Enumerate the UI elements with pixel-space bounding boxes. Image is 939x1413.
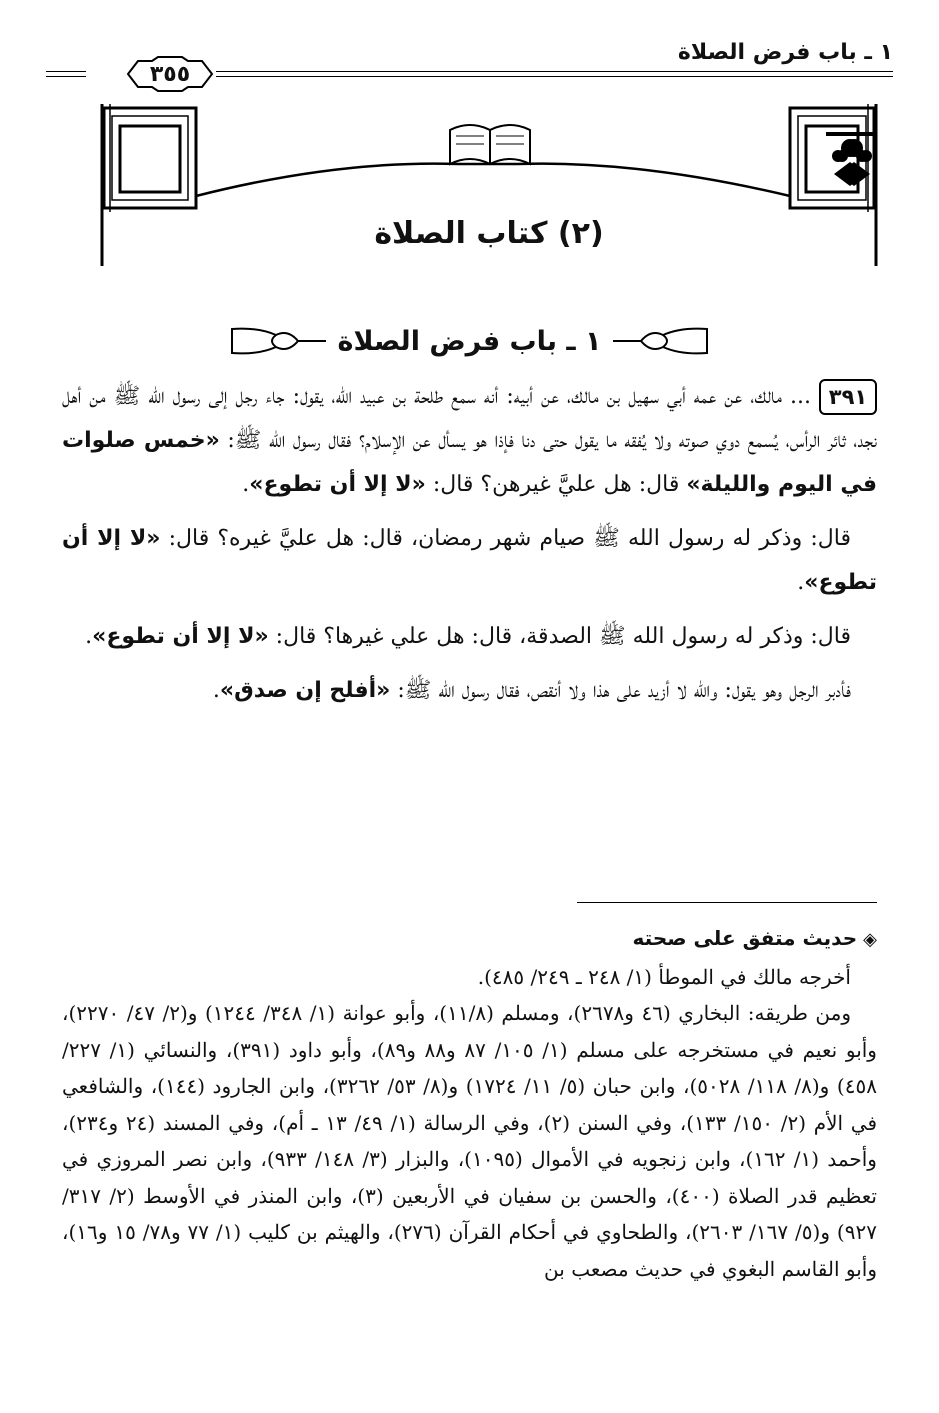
running-head: ١ ـ باب فرض الصلاة (677, 40, 893, 65)
text-run: . (797, 570, 805, 595)
prophetic-quote: «لا إلا أن تطوع» (92, 624, 269, 649)
floral-ornament-icon (828, 126, 880, 192)
book-banner (98, 104, 880, 270)
text-run: . (242, 472, 250, 497)
note-paragraph: ومن طريقه: البخاري (٤٦ و٢٦٧٨)، ومسلم (١١/٨)، وأبو عوانة (١/ ٣٤٨/ ١٢٤٤) و(٢/ ٤٧/ ٢٢٧٠)، وأبو نعيم في مستخرجه على مسلم (١/ ١٠٥/ ٨٧ و٨٨ و٨٩)، وأبو داود (٣٩١)، والنسائي (١/ ٢٢٧/ ٤٥٨) و(٨/ ١١٨/ ٥٠٢٨)، وابن حبان (٥/ ١١/ ١٧٢٤) و(٨/ ٥٣/ ٣٢٦٢)، وابن الجارود (١٤٤)، والشافعي في الأم (٢/ ١٥٠/ ١٣٣)، وفي السنن (٢)، وفي الرسالة (١/ ٤٩/ ١٣ ـ أم)، وفي المسند (٢٤ و٢٣٤)، وأحمد (١/ ١٦٢)، وابن زنجويه في الأموال (١٠٩٥)، والبزار (٣/ ١٤٨/ ٩٣٣)، وابن نصر المروزي في تعظيم قدر الصلاة (٤٠٠)، والحسن بن سفيان في الأربعين (٣)، وابن المنذر في الأوسط (٢/ ٣١٧/ ٩٢٧) و(٥/ ١٦٧/ ٢٦٠٣)، والطحاوي في أحكام القرآن (٢٧٦)، والهيثم بن كليب (١/ ٧٧ و٧٨/ ١٥ و١٦)، وأبو القاسم البغوي في حديث مصعب بن (62, 1001, 878, 1281)
hadith-paragraph (62, 669, 877, 713)
text-run: . (85, 624, 93, 649)
text-run: قال: هل عليَّ غيرهن؟ قال: (425, 472, 687, 497)
bullet-icon: ◈ (863, 929, 877, 950)
takhrij-notes (62, 920, 877, 1287)
hadith-body (62, 375, 877, 713)
hadith-number: ٣٩١ (819, 379, 877, 415)
book-title: (٢) كتاب الصلاة (374, 216, 604, 251)
scroll-ornament-icon (228, 323, 328, 359)
hadith-paragraph (62, 375, 877, 507)
chapter-title: ١ ـ باب فرض الصلاة (337, 325, 602, 357)
text-run: ... مالك، عن عمه أبي سهيل بن مالك، عن أبيه: أنه سمع طلحة بن عبيد الله، يقول: جاء رجل إلى رسول الله ﷺ من أهل نجد، ثائر الرأس، يُسمع دوي صوته ولا يُفقه ما يقول حتى دنا فإذا هو يسأل عن الإسلام؟ فقال رسول الله ﷺ: (62, 384, 877, 453)
text-run: قال: وذكر له رسول الله ﷺ الصدقة، قال: هل علي غيرها؟ قال: (268, 624, 851, 649)
page-number-badge (122, 55, 218, 93)
text-run: فأدبر الرجل وهو يقول: والله لا أزيد على هذا ولا أنقص، فقال رسول الله ﷺ: (390, 678, 851, 703)
text-run: . (212, 678, 220, 703)
page-number: ٣٥٥ (149, 61, 191, 87)
scroll-ornament-icon (611, 323, 711, 359)
grade-line (62, 920, 877, 959)
prophetic-quote: «لا إلا أن تطوع» (62, 526, 877, 595)
prophetic-quote: «خمس صلوات في اليوم والليلة» (62, 428, 877, 497)
hadith-paragraph (62, 517, 877, 605)
open-book-icon (450, 125, 530, 164)
footnote-divider (577, 902, 877, 903)
text-run: قال: وذكر له رسول الله ﷺ صيام شهر رمضان، قال: هل عليَّ غيره؟ قال: (160, 526, 851, 551)
prophetic-quote: «أفلح إن صدق» (219, 678, 391, 703)
hadith-grade: حديث متفق على صحته (632, 926, 858, 950)
hadith-paragraph (62, 615, 877, 659)
note-paragraph: أخرجه مالك في الموطأ (١/ ٢٤٨ ـ ٢٤٩/ ٤٨٥). (477, 964, 851, 989)
prophetic-quote: «لا إلا أن تطوع» (249, 472, 426, 497)
chapter-heading (0, 316, 939, 366)
